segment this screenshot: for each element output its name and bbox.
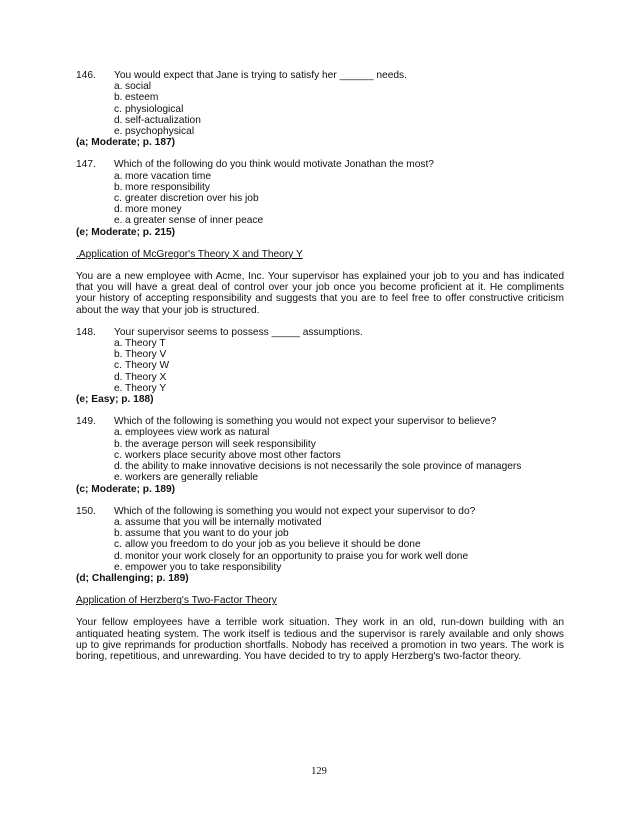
option-text: esteem	[125, 92, 159, 104]
question-text: Which of the following is something you would not expect your supervisor to do?	[114, 505, 476, 517]
option-text: psychophysical	[125, 126, 195, 138]
question-stem	[76, 70, 564, 81]
option-list	[114, 517, 564, 573]
option	[114, 115, 564, 126]
question-147	[76, 159, 564, 237]
question-149	[76, 416, 564, 494]
option	[114, 539, 564, 550]
question-stem	[76, 506, 564, 517]
option-text: more responsibility	[125, 181, 210, 193]
option-text: empower you to take responsibility	[125, 561, 282, 573]
option	[114, 171, 564, 182]
option	[114, 450, 564, 461]
question-number: 147.	[76, 159, 96, 171]
option-text: greater discretion over his job	[125, 193, 259, 205]
section-title-herzberg: Application of Herzberg's Two-Factor Theory	[76, 595, 277, 607]
option-letter: c.	[114, 193, 122, 205]
answer-key: (a; Moderate; p. 187)	[76, 137, 176, 149]
question-number: 148.	[76, 326, 96, 338]
option-list	[114, 338, 564, 394]
option-letter: c.	[114, 103, 122, 115]
document-page	[76, 70, 564, 673]
option	[114, 427, 564, 438]
option	[114, 562, 564, 573]
option	[114, 551, 564, 562]
option	[114, 517, 564, 528]
option-letter: b.	[114, 181, 123, 193]
option-letter: e.	[114, 126, 123, 138]
answer-key: (d; Challenging; p. 189)	[76, 572, 189, 584]
question-number: 146.	[76, 70, 96, 81]
option-text: the average person will seek responsibility	[125, 438, 316, 450]
option-letter: d.	[114, 114, 123, 126]
option	[114, 461, 564, 472]
option-letter: d.	[114, 204, 123, 216]
answer-key: (e; Moderate; p. 215)	[76, 226, 176, 238]
question-text: Which of the following is something you would not expect your supervisor to believe?	[114, 416, 497, 428]
option-list	[114, 427, 564, 483]
option-letter: b.	[114, 92, 123, 104]
option-letter: a.	[114, 338, 123, 350]
option-text: assume that you will be internally motivated	[125, 516, 322, 528]
option	[114, 126, 564, 137]
option-text: Theory X	[125, 371, 167, 383]
option-letter: a.	[114, 427, 123, 439]
option	[114, 338, 564, 349]
option-letter: e.	[114, 382, 123, 394]
option	[114, 439, 564, 450]
option-letter: b.	[114, 438, 123, 450]
option-text: assume that you want to do your job	[125, 528, 289, 540]
option-letter: c.	[114, 360, 122, 372]
option-letter: a.	[114, 516, 123, 528]
page-number: 129	[311, 766, 327, 777]
question-148	[76, 327, 564, 405]
option-text: self-actualization	[125, 114, 201, 126]
option-letter: d.	[114, 461, 123, 473]
option-text: Theory V	[125, 349, 167, 361]
option	[114, 193, 564, 204]
option-letter: d.	[114, 371, 123, 383]
option-letter: b.	[114, 528, 123, 540]
option-letter: c.	[114, 449, 122, 461]
option	[114, 204, 564, 215]
option-text: social	[125, 81, 152, 93]
option-text: Theory W	[125, 360, 170, 372]
question-text: You would expect that Jane is trying to satisfy her ______ needs.	[114, 70, 407, 81]
option	[114, 383, 564, 394]
question-150	[76, 506, 564, 584]
option-text: monitor your work closely for an opportunity to praise you for work well done	[125, 550, 469, 562]
question-text: Your supervisor seems to possess _____ assumptions.	[114, 326, 363, 338]
option-letter: e.	[114, 215, 123, 227]
answer-key: (e; Easy; p. 188)	[76, 394, 154, 406]
scenario-paragraph: Your fellow employees have a terrible work situation. They work in an old, run-down building with an antiquated heating system. The work itself is tedious and the supervisor is rarely available and only shows up to give reprimands for production shortfalls. Nobody has received a promotion in two years. The work is boring, repetitious, and unrewarding. You have decided to try to apply Herzberg's two-factor theory.	[76, 617, 564, 662]
question-stem	[76, 327, 564, 338]
option-list	[114, 171, 564, 227]
option-text: physiological	[125, 103, 184, 115]
section-title-mcgregor	[76, 249, 564, 260]
option-text: workers are generally reliable	[125, 472, 259, 484]
option-text: allow you freedom to do your job as you believe it should be done	[125, 539, 421, 551]
option	[114, 104, 564, 115]
option-text: employees view work as natural	[125, 427, 270, 439]
option	[114, 92, 564, 103]
option	[114, 215, 564, 226]
question-number: 150.	[76, 505, 96, 517]
option-list	[114, 81, 564, 137]
option-letter: e.	[114, 561, 123, 573]
option-text: more money	[125, 204, 182, 216]
option-text: more vacation time	[125, 170, 212, 182]
question-text: Which of the following do you think would motivate Jonathan the most?	[114, 159, 434, 171]
option	[114, 81, 564, 92]
option-letter: e.	[114, 472, 123, 484]
question-number: 149.	[76, 416, 96, 428]
scenario-paragraph: You are a new employee with Acme, Inc. Your supervisor has explained your job to you and has indicated that you will have a great deal of control over your job once you become proficient at it. He compliments your history of accepting responsibility and suggests that you are to feel free to offer constructive criticism about the way that your job is structured.	[76, 271, 564, 316]
option-letter: c.	[114, 539, 122, 551]
option	[114, 360, 564, 371]
option-text: the ability to make innovative decisions is not necessarily the sole province of managers	[125, 461, 522, 473]
answer-key: (c; Moderate; p. 189)	[76, 483, 176, 495]
option	[114, 472, 564, 483]
option	[114, 349, 564, 360]
option	[114, 528, 564, 539]
option-letter: a.	[114, 170, 123, 182]
option-text: Theory T	[125, 338, 166, 350]
option	[114, 372, 564, 383]
option-text: workers place security above most other factors	[125, 449, 341, 461]
section-title-lead: .	[76, 248, 79, 260]
option-letter: b.	[114, 349, 123, 361]
option-letter: d.	[114, 550, 123, 562]
question-146	[76, 70, 564, 148]
question-stem	[76, 416, 564, 427]
question-stem	[76, 159, 564, 170]
option-letter: a.	[114, 81, 123, 93]
option-text: a greater sense of inner peace	[125, 215, 264, 227]
option	[114, 182, 564, 193]
option-text: Theory Y	[125, 382, 167, 394]
section-title-text: Application of McGregor's Theory X and Theory Y	[78, 248, 303, 260]
